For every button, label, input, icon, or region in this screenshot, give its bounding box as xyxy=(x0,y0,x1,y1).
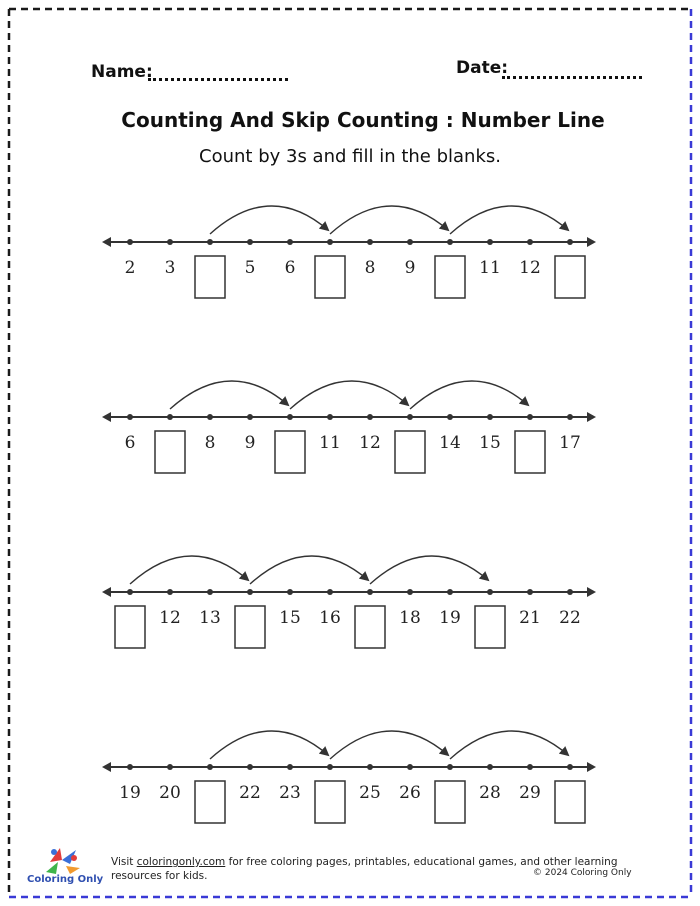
skip-arc xyxy=(330,206,448,234)
skip-arc xyxy=(450,206,568,234)
tick-dot xyxy=(367,764,373,770)
skip-arc xyxy=(130,556,248,584)
axis-right-arrow xyxy=(587,762,596,772)
tick-dot xyxy=(287,589,293,595)
copyright: © 2024 Coloring Only xyxy=(533,868,632,878)
tick-dot xyxy=(447,764,453,770)
skip-arc xyxy=(210,731,328,759)
tick-dot xyxy=(207,764,213,770)
answer-box[interactable] xyxy=(235,606,265,648)
tick-label: 19 xyxy=(439,608,461,628)
tick-dot xyxy=(407,239,413,245)
name-blank-line[interactable] xyxy=(148,78,288,81)
tick-label: 19 xyxy=(119,783,141,803)
answer-box[interactable] xyxy=(315,256,345,298)
tick-label: 13 xyxy=(199,608,221,628)
answer-box[interactable] xyxy=(155,431,185,473)
tick-label: 9 xyxy=(244,433,256,453)
tick-label: 23 xyxy=(279,783,301,803)
tick-dot xyxy=(487,239,493,245)
skip-arc xyxy=(210,206,328,234)
tick-label: 17 xyxy=(559,433,581,453)
answer-box[interactable] xyxy=(515,431,545,473)
date-blank-line[interactable] xyxy=(502,76,642,79)
tick-label: 25 xyxy=(359,783,381,803)
tick-dot xyxy=(127,414,133,420)
name-label: Name: xyxy=(91,62,153,82)
tick-label: 20 xyxy=(159,783,181,803)
skip-arc xyxy=(410,381,528,409)
logo-text: Coloring Only xyxy=(27,874,104,885)
tick-dot xyxy=(447,414,453,420)
tick-label: 9 xyxy=(404,258,416,278)
number-line-1 xyxy=(100,180,600,320)
tick-label: 29 xyxy=(519,783,541,803)
footer-suffix: for free coloring pages, printables, educational games, and other learning resources for kids. xyxy=(111,856,618,882)
tick-dot xyxy=(567,414,573,420)
tick-dot xyxy=(407,414,413,420)
tick-label: 14 xyxy=(439,433,461,453)
tick-dot xyxy=(487,589,493,595)
worksheet-title: Counting And Skip Counting : Number Line xyxy=(121,108,605,132)
tick-label: 6 xyxy=(284,258,296,278)
tick-dot xyxy=(327,764,333,770)
tick-dot xyxy=(527,764,533,770)
tick-dot xyxy=(527,589,533,595)
tick-dot xyxy=(207,589,213,595)
tick-label: 11 xyxy=(319,433,341,453)
skip-arc xyxy=(290,381,408,409)
axis-left-arrow xyxy=(102,587,111,597)
tick-dot xyxy=(127,239,133,245)
tick-dot xyxy=(487,414,493,420)
tick-dot xyxy=(447,589,453,595)
tick-label: 12 xyxy=(519,258,541,278)
tick-dot xyxy=(527,414,533,420)
number-line-2 xyxy=(100,355,600,495)
tick-dot xyxy=(407,764,413,770)
tick-dot xyxy=(367,414,373,420)
tick-dot xyxy=(127,589,133,595)
tick-label: 22 xyxy=(559,608,581,628)
answer-box[interactable] xyxy=(115,606,145,648)
footer-link[interactable]: coloringonly.com xyxy=(136,856,226,868)
number-line-3 xyxy=(100,530,600,670)
answer-box[interactable] xyxy=(435,781,465,823)
tick-label: 16 xyxy=(319,608,341,628)
tick-label: 26 xyxy=(399,783,421,803)
date-label: Date: xyxy=(456,58,509,78)
tick-label: 8 xyxy=(204,433,216,453)
axis-left-arrow xyxy=(102,237,111,247)
answer-box[interactable] xyxy=(555,781,585,823)
tick-label: 28 xyxy=(479,783,501,803)
axis-right-arrow xyxy=(587,587,596,597)
tick-label: 8 xyxy=(364,258,376,278)
tick-label: 5 xyxy=(244,258,256,278)
tick-dot xyxy=(567,764,573,770)
tick-dot xyxy=(247,764,253,770)
answer-box[interactable] xyxy=(395,431,425,473)
tick-dot xyxy=(527,239,533,245)
tick-dot xyxy=(127,764,133,770)
tick-dot xyxy=(247,414,253,420)
tick-dot xyxy=(447,239,453,245)
tick-label: 12 xyxy=(359,433,381,453)
axis-left-arrow xyxy=(102,412,111,422)
tick-dot xyxy=(327,239,333,245)
number-line-4 xyxy=(100,705,600,845)
tick-dot xyxy=(167,589,173,595)
tick-label: 21 xyxy=(519,608,541,628)
tick-label: 3 xyxy=(164,258,176,278)
tick-label: 15 xyxy=(479,433,501,453)
tick-dot xyxy=(407,589,413,595)
tick-dot xyxy=(567,589,573,595)
tick-dot xyxy=(167,764,173,770)
tick-dot xyxy=(247,589,253,595)
tick-dot xyxy=(327,589,333,595)
answer-box[interactable] xyxy=(555,256,585,298)
skip-arc xyxy=(330,731,448,759)
tick-dot xyxy=(287,239,293,245)
axis-left-arrow xyxy=(102,762,111,772)
tick-label: 11 xyxy=(479,258,501,278)
tick-label: 18 xyxy=(399,608,421,628)
tick-dot xyxy=(567,239,573,245)
answer-box[interactable] xyxy=(195,781,225,823)
tick-dot xyxy=(367,589,373,595)
tick-dot xyxy=(287,414,293,420)
tick-dot xyxy=(207,239,213,245)
tick-dot xyxy=(287,764,293,770)
tick-dot xyxy=(247,239,253,245)
axis-right-arrow xyxy=(587,237,596,247)
answer-box[interactable] xyxy=(475,606,505,648)
tick-dot xyxy=(167,239,173,245)
answer-box[interactable] xyxy=(315,781,345,823)
tick-label: 6 xyxy=(124,433,136,453)
tick-dot xyxy=(327,414,333,420)
skip-arc xyxy=(450,731,568,759)
answer-box[interactable] xyxy=(435,256,465,298)
skip-arc xyxy=(370,556,488,584)
worksheet-instructions: Count by 3s and fill in the blanks. xyxy=(199,146,501,167)
tick-label: 15 xyxy=(279,608,301,628)
tick-dot xyxy=(367,239,373,245)
axis-right-arrow xyxy=(587,412,596,422)
answer-box[interactable] xyxy=(275,431,305,473)
skip-arc xyxy=(170,381,288,409)
tick-label: 2 xyxy=(124,258,136,278)
answer-box[interactable] xyxy=(195,256,225,298)
tick-dot xyxy=(487,764,493,770)
answer-box[interactable] xyxy=(355,606,385,648)
tick-dot xyxy=(167,414,173,420)
tick-label: 22 xyxy=(239,783,261,803)
footer-prefix: Visit xyxy=(111,856,137,868)
tick-label: 12 xyxy=(159,608,181,628)
skip-arc xyxy=(250,556,368,584)
tick-dot xyxy=(207,414,213,420)
